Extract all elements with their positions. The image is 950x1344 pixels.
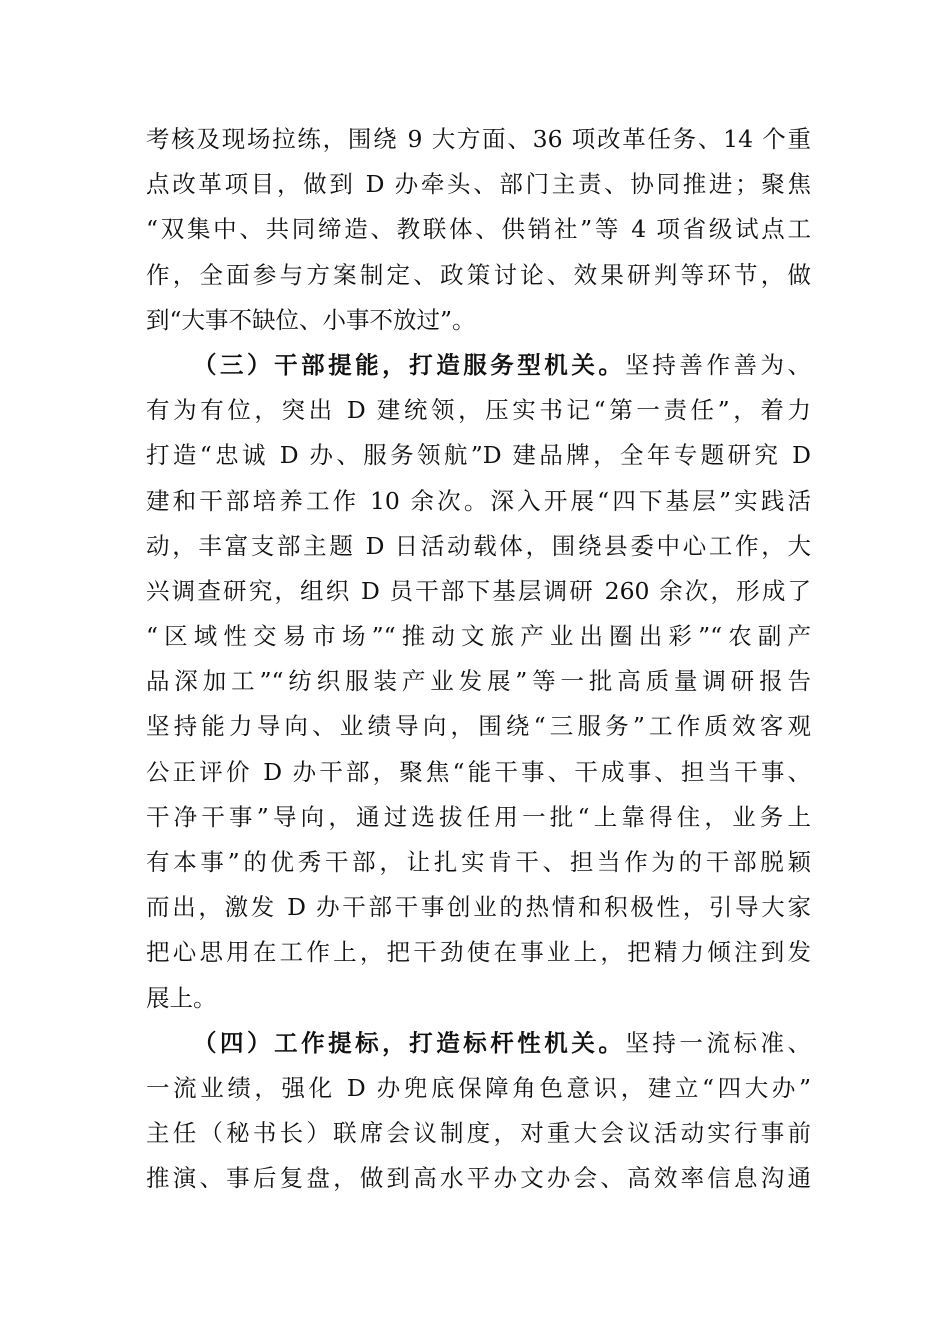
- text-line: 点改革项目，做到 D 办牵头、部门主责、协同推进；聚焦: [146, 170, 811, 199]
- paragraph-lead-text: 坚持善作善为、: [625, 350, 811, 379]
- section-heading-four: （四）工作提标，打造标杆性机关。: [193, 1028, 626, 1057]
- text-line: 打造“忠诚 D 办、服务领航”D 建品牌，全年专题研究 D: [146, 441, 811, 470]
- text-line: 展上。: [146, 983, 217, 1012]
- text-line: 到“大事不缺位、小事不放过”。: [146, 305, 476, 334]
- paragraph-lead-text: 坚持一流标准、: [625, 1028, 811, 1057]
- paragraph-cadre-capacity: [146, 343, 811, 1021]
- paragraph-work-standard: [146, 1021, 811, 1202]
- text-line: 而出，激发 D 办干部干事创业的热情和积极性，引导大家: [146, 893, 811, 922]
- text-line: 兴调查研究，组织 D 员干部下基层调研 260 余次，形成了: [146, 576, 811, 605]
- text-line: 有本事”的优秀干部，让扎实肯干、担当作为的干部脱颖: [146, 848, 811, 876]
- text-line: 主任（秘书长）联席会议制度，对重大会议活动实行事前: [146, 1119, 811, 1148]
- text-line: 推演、事后复盘，做到高水平办文办会、高效率信息沟通: [146, 1164, 811, 1193]
- document-body: [146, 117, 811, 1202]
- paragraph-first-line: [146, 1021, 811, 1066]
- section-heading-three: （三）干部提能，打造服务型机关。: [193, 350, 626, 379]
- text-line: 品深加工”“纺织服装产业发展”等一批高质量调研报告: [146, 667, 811, 696]
- text-line: 建和干部培养工作 10 余次。深入开展“四下基层”实践活: [146, 486, 811, 515]
- paragraph-reform-continuation: [146, 117, 811, 343]
- text-line: 干净干事”导向，通过选拔任用一批“上靠得住，业务上: [146, 802, 811, 831]
- text-line: 动，丰富支部主题 D 日活动载体，围绕县委中心工作，大: [146, 531, 811, 560]
- text-line: 作，全面参与方案制定、政策讨论、效果研判等环节，做: [146, 260, 811, 289]
- paragraph-first-line: [146, 343, 811, 388]
- text-line: 有为有位，突出 D 建统领，压实书记“第一责任”，着力: [146, 396, 811, 425]
- text-line: 一流业绩，强化 D 办兜底保障角色意识，建立“四大办”: [146, 1073, 811, 1102]
- text-line: 坚持能力导向、业绩导向，围绕“三服务”工作质效客观: [146, 712, 811, 741]
- text-line: 公正评价 D 办干部，聚焦“能干事、干成事、担当干事、: [146, 757, 811, 786]
- text-line: “区域性交易市场”“推动文旅产业出圈出彩”“农副产: [146, 622, 811, 651]
- text-line: 把心思用在工作上，把干劲使在事业上，把精力倾注到发: [146, 938, 811, 967]
- text-line: 考核及现场拉练，围绕 9 大方面、36 项改革任务、14 个重: [146, 125, 811, 153]
- text-line: “双集中、共同缔造、教联体、供销社”等 4 项省级试点工: [146, 215, 811, 244]
